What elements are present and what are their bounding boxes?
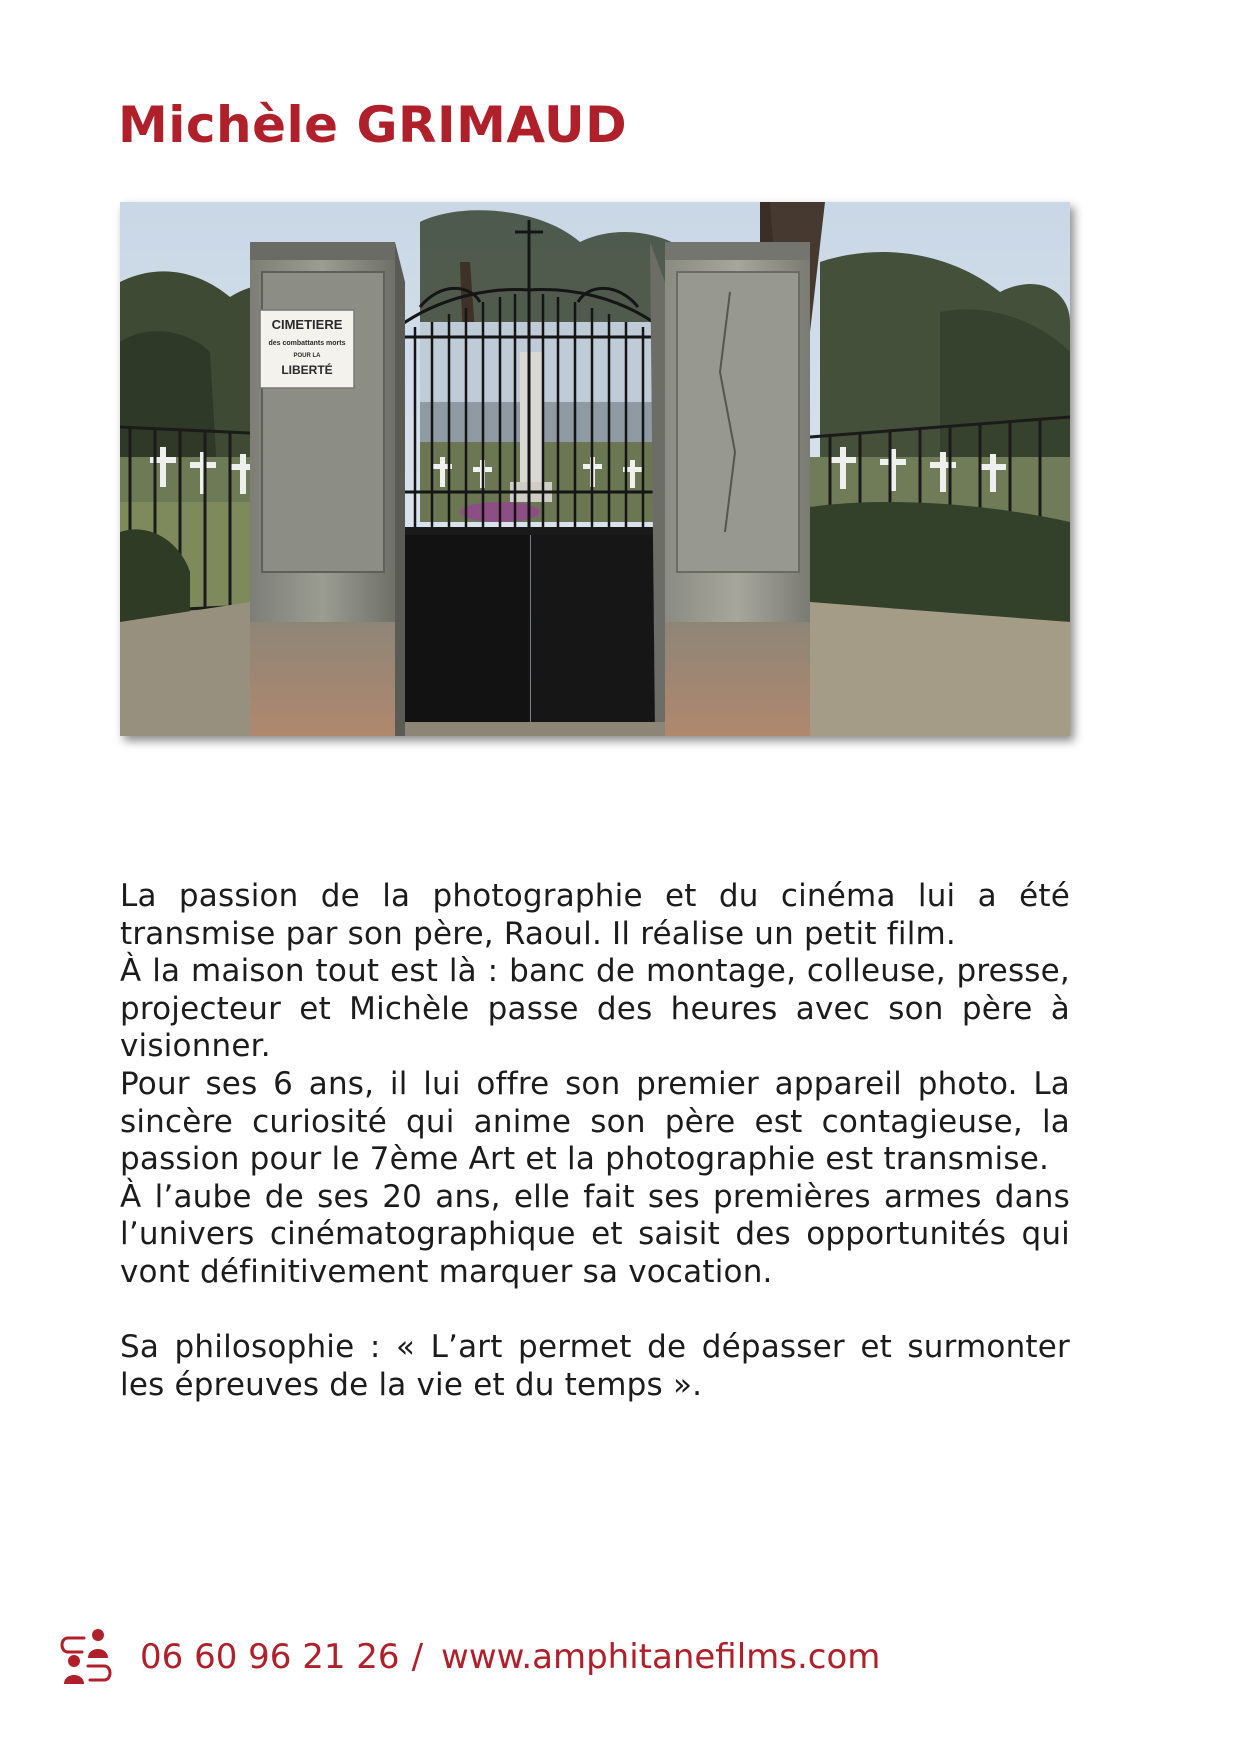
- sign-line-1: CIMETIERE: [271, 317, 343, 332]
- cemetery-gate-photo: [120, 202, 1070, 736]
- contact-people-icon: [58, 1628, 114, 1686]
- page-title: Michèle GRIMAUD: [118, 96, 628, 154]
- sign-line-2: des combattants morts: [268, 340, 346, 347]
- philosophy-quote: Sa philosophie : « L’art permet de dépasser et surmonter les épreuves de la vie et du temps ».: [120, 1329, 1070, 1403]
- footer-separator: /: [411, 1637, 424, 1677]
- sign-line-4: LIBERTÉ: [281, 363, 333, 377]
- paragraph-spacer: [120, 1292, 1070, 1330]
- paragraph-4: À l’aube de ses 20 ans, elle fait ses premières armes dans l’univers cinématographique et saisit des opportunités qui vont définitivement marquer sa vocation.: [120, 1178, 1070, 1290]
- website-link[interactable]: www.amphitanefilms.com: [441, 1637, 881, 1677]
- sign-line-3: POUR LA: [293, 353, 321, 359]
- contact-footer: [58, 1628, 880, 1686]
- paragraph-1: La passion de la photographie et du cinéma lui a été transmise par son père, Raoul. Il réalise un petit film.: [120, 878, 1070, 952]
- phone-number[interactable]: 06 60 96 21 26: [140, 1637, 400, 1677]
- biography-text: [120, 878, 1070, 1404]
- paragraph-2: À la maison tout est là : banc de montage, colleuse, presse, projecteur et Michèle passe des heures avec son père à visionner.: [120, 953, 1070, 1065]
- paragraph-3: Pour ses 6 ans, il lui offre son premier appareil photo. La sincère curiosité qui anime son père est contagieuse, la passion pour le 7ème Art et la photographie est transmise.: [120, 1065, 1070, 1178]
